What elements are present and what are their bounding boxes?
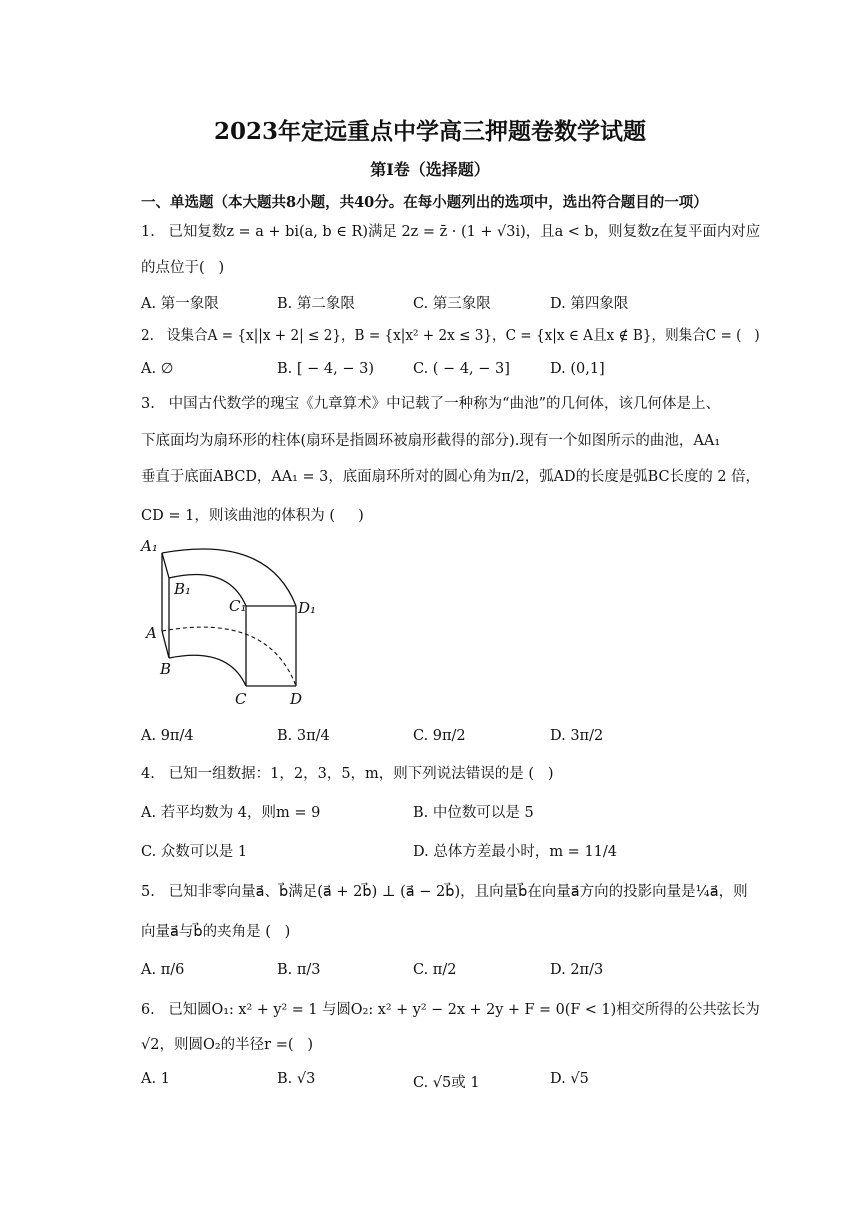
q2-line1: 2. 设集合A = {x||x + 2| ≤ 2}，B = {x|x² + 2x ≤ 3}，C = {x|x ∈ A且x ∉ B}，则集合C = ( ) [141,328,760,344]
q2-option-b: B. [ − 4, − 3) [277,361,374,377]
q4-line1: 4. 已知一组数据：1，2，3，5，m，则下列说法错误的是 ( ) [141,766,554,782]
q3-option-b: B. 3π/4 [277,728,330,744]
label-a1: A₁ [141,537,158,555]
q1-option-c: C. 第三象限 [413,296,491,312]
label-c: C [235,690,247,708]
q4-option-d: D. 总体方差最小时，m = 11/4 [413,844,618,860]
q5-line2: 向量a⃗与b⃗的夹角是 ( ) [141,924,291,940]
q3-line3: 垂直于底面ABCD，AA₁ = 3，底面扇环所对的圆心角为π/2，弧AD的长度是弧BC长度的 2 倍， [141,469,760,485]
q3-option-a: A. 9π/4 [141,728,194,744]
q6-option-c: C. √5或 1 [413,1075,480,1091]
q6-option-b: B. √3 [277,1071,316,1087]
section-heading: 一、单选题（本大题共8小题，共40分。在每小题列出的选项中，选出符合题目的一项） [141,194,708,211]
q5-option-a: A. π/6 [141,962,185,978]
q2-option-d: D. (0,1] [550,361,605,377]
q6-option-a: A. 1 [141,1071,170,1087]
q3-line2: 下底面均为扇环形的柱体(扇环是指圆环被扇形截得的部分).现有一个如图所示的曲池，AA₁ [141,433,721,449]
q6-option-d: D. √5 [550,1071,589,1087]
label-b: B [160,660,172,678]
q5-option-d: D. 2π/3 [550,962,604,978]
q1-option-b: B. 第二象限 [277,296,355,312]
page-title: 2023年定远重点中学高三押题卷数学试题 [213,118,646,145]
volume-heading: 第I卷（选择题） [370,160,490,179]
q4-option-b: B. 中位数可以是 5 [413,805,534,821]
q4-option-a: A. 若平均数为 4，则m = 9 [141,805,321,821]
q2-option-a: A. ∅ [141,361,174,377]
q1-option-a: A. 第一象限 [141,296,219,312]
q5-option-b: B. π/3 [277,962,321,978]
label-d1: D₁ [298,599,317,617]
q4-option-c: C. 众数可以是 1 [141,844,248,860]
q5-option-c: C. π/2 [413,962,457,978]
q3-option-d: D. 3π/2 [550,728,604,744]
label-a: A [146,624,157,642]
q1-option-d: D. 第四象限 [550,296,629,312]
q6-line2: √2，则圆O₂的半径r =( ) [141,1037,313,1053]
label-c1: C₁ [229,597,247,615]
label-d: D [290,690,303,708]
curved-pool-figure [138,534,328,714]
q3-option-c: C. 9π/2 [413,728,466,744]
q6-line1: 6. 已知圆O₁: x² + y² = 1 与圆O₂: x² + y² − 2x + 2y + F = 0(F < 1)相交所得的公共弦长为 [141,1002,760,1018]
q1-line1: 1. 已知复数z = a + bi(a, b ∈ R)满足 2z = z̄ · (1 + √3i)，且a < b，则复数z在复平面内对应 [141,224,761,240]
q5-line1: 5. 已知非零向量a⃗、b⃗满足(a⃗ + 2b⃗) ⊥ (a⃗ − 2b⃗)，且向量b⃗在向量a⃗方向的投影向量是¼a⃗，则 [141,884,748,900]
label-b1: B₁ [174,580,192,598]
q3-line4: CD = 1，则该曲池的体积为 ( ) [141,508,364,524]
q1-line2: 的点位于( ) [141,260,225,276]
q2-option-c: C. ( − 4, − 3] [413,361,510,377]
q3-line1: 3. 中国古代数学的瑰宝《九章算术》中记载了一种称为“曲池”的几何体，该几何体是上、 [141,396,720,412]
